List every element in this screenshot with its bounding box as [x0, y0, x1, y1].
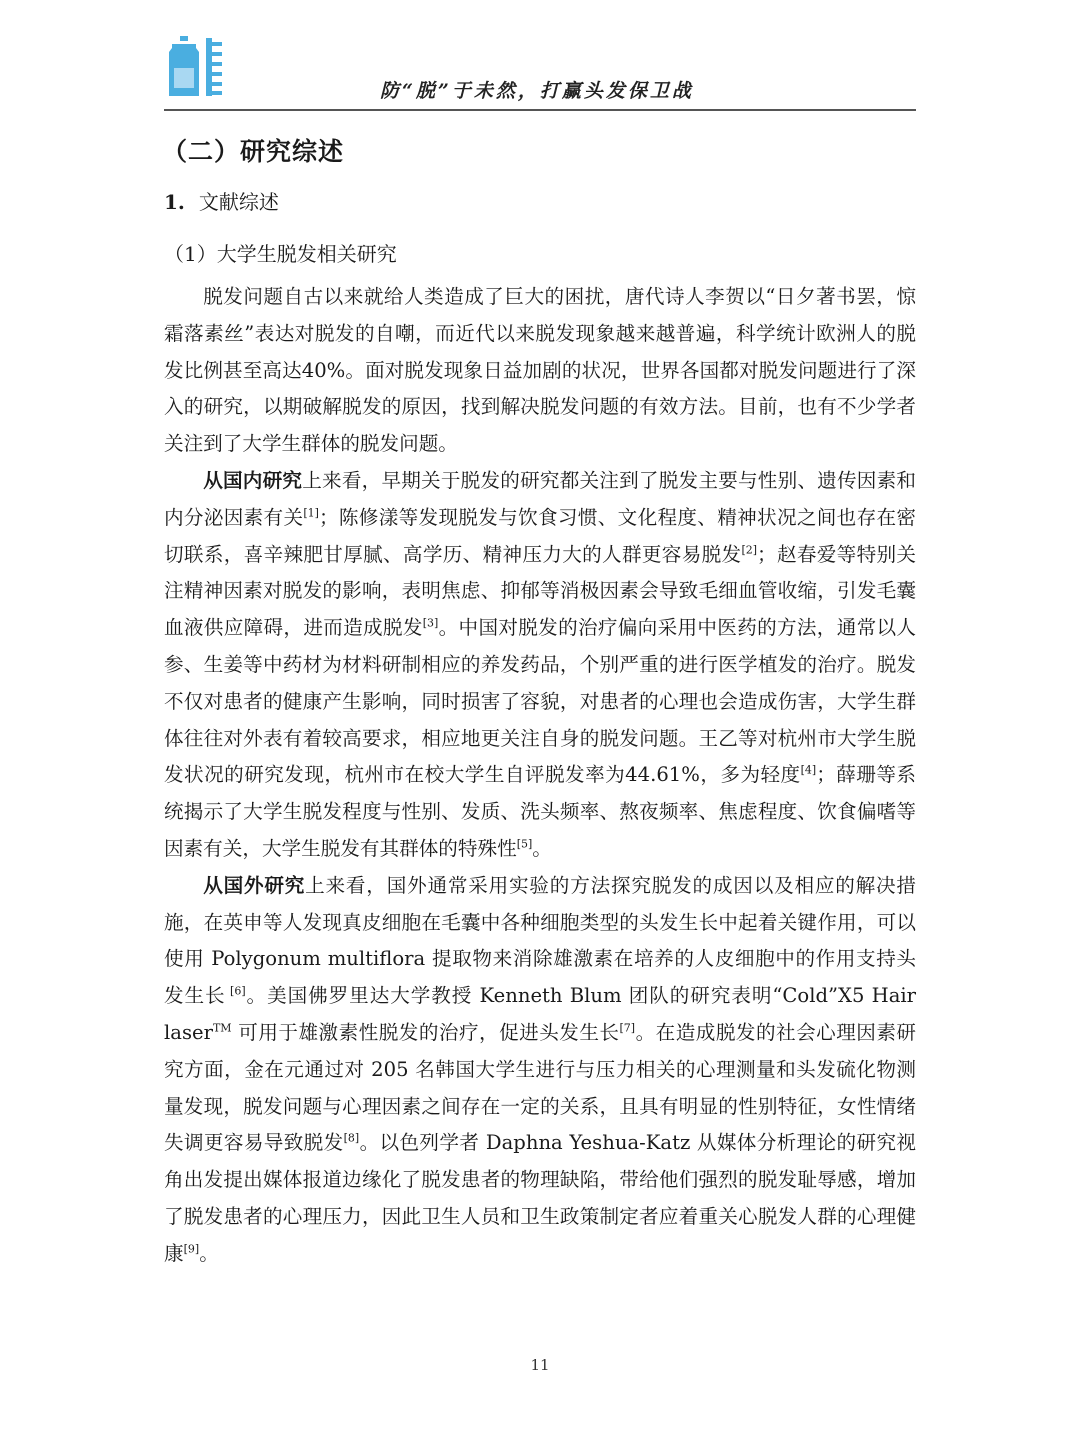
foreign-research-lead: 从国外研究: [203, 873, 306, 897]
paragraph-3: [164, 868, 916, 1273]
trademark-mark: TM: [212, 1021, 232, 1035]
paragraph-2: [164, 463, 916, 868]
citation-ref: [2]: [741, 543, 758, 557]
subsubsection-heading: （1）大学生脱发相关研究: [164, 242, 397, 266]
citation-ref: [9]: [183, 1242, 200, 1256]
page-number: 11: [530, 1356, 550, 1374]
citation-ref: [7]: [619, 1021, 636, 1035]
body-text: [164, 279, 916, 1273]
citation-ref: [4]: [800, 763, 817, 777]
subsection-title: 文献综述: [198, 190, 279, 214]
header-slogan: 防“脱”于未然，打赢头发保卫战: [380, 80, 694, 102]
text-run: 。中国对脱发的治疗偏向采用中医药的方法，通常以人参、生姜等中药材为材料研制相应的养发药品，个别严重的进行医学植发的治疗。脱发不仅对患者的健康产生影响，同时损害了容貌，对患者的心理也会造成伤害，大学生群体往往对外表有着较高要求，相应地更关注自身的脱发问题。王乙等对杭州市大学生脱发状况的研究发现，杭州市在校大学生自评脱发率为44.61%，多为轻度: [164, 616, 917, 787]
text-run: 上来看，早期关于脱发的研究都关注到了脱发主要与性别、遗传因素和内分泌因素有关: [164, 468, 916, 529]
section-title: （二）研究综述: [162, 137, 345, 166]
citation-ref: [6]: [225, 984, 246, 998]
text-run: 。: [199, 1241, 219, 1265]
text-run: 。在造成脱发的社会心理因素研究方面，金在元通过对 205 名韩国大学生进行与压力相关的心理测量和头发硫化物测量发现，脱发问题与心理因素之间存在一定的关系，且具有明显的性别特征，女性情绪失调更容易导致脱发: [164, 1020, 916, 1155]
text-run: ；赵春爱等特别关注精神因素对脱发的影响，表明焦虑、抑郁等消极因素会导致毛细血管收缩，引发毛囊血液供应障碍，进而造成脱发: [164, 542, 917, 640]
text-run: 上来看，国外通常采用实验的方法探究脱发的成因以及相应的解决措施，在英申等人发现真皮细胞在毛囊中各种细胞类型的头发生长中起着关键作用，可以使用 Polygonum multiflora 提取物来消除雄激素在培养的人皮细胞中的作用支持头发生长: [164, 873, 917, 1008]
citation-ref: [3]: [422, 616, 439, 630]
citation-ref: [5]: [516, 837, 533, 851]
text-run: 。: [532, 836, 552, 860]
subsection-heading: [164, 186, 279, 215]
text-run: 。美国佛罗里达大学教授 Kenneth Blum 团队的研究表明“Cold”X5 Hair laser: [164, 984, 917, 1044]
text-run: ；陈修漾等发现脱发与饮食习惯、文化程度、精神状况之间也存在密切联系，喜辛辣肥甘厚腻、高学历、精神压力大的人群更容易脱发: [164, 505, 917, 566]
text-run: 可用于雄激素性脱发的治疗，促进头发生长: [231, 1020, 620, 1044]
subsection-number: 1.: [164, 190, 185, 214]
bottle-comb-logo-icon: [166, 36, 224, 98]
header-divider: [164, 109, 916, 111]
text-run: ；薛珊等系统揭示了大学生脱发程度与性别、发质、洗头频率、熬夜频率、焦虑程度、饮食偏嗜等因素有关，大学生脱发有其群体的特殊性: [164, 763, 917, 860]
citation-ref: [1]: [303, 506, 319, 520]
text-run: 。以色列学者 Daphna Yeshua-Katz 从媒体分析理论的研究视角出发提出媒体报道边缘化了脱发患者的物理缺陷，带给他们强烈的脱发耻辱感，增加了脱发患者的心理压力，因此卫生人员和卫生政策制定者应着重关心脱发人群的心理健康: [164, 1131, 917, 1265]
citation-ref: [8]: [343, 1131, 360, 1145]
domestic-research-lead: 从国内研究: [203, 468, 303, 492]
paragraph-1: 脱发问题自古以来就给人类造成了巨大的困扰，唐代诗人李贺以“日夕著书罢，惊霜落素丝”表达对脱发的自嘲，而近代以来脱发现象越来越普遍，科学统计欧洲人的脱发比例甚至高达40%。面对脱发现象日益加剧的状况，世界各国都对脱发问题进行了深入的研究，以期破解脱发的原因，找到解决脱发问题的有效方法。目前，也有不少学者关注到了大学生群体的脱发问题。: [164, 285, 916, 456]
